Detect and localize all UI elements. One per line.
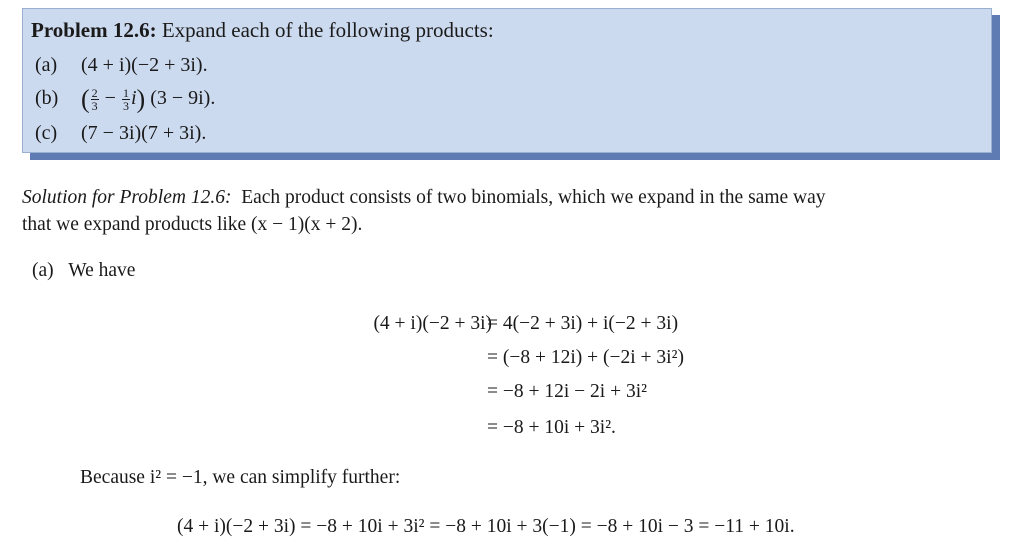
item-label: (c) [35,122,58,144]
problem-item-c [35,122,206,145]
equation-step: = −8 + 10i + 3i². [487,417,616,438]
equation-step: = 4(−2 + 3i) + i(−2 + 3i) [487,313,679,334]
fraction-one-third: $\frac{1}{3}$ [122,86,129,113]
problem-item-a [35,54,208,77]
problem-label: Problem 12.6: [31,18,157,42]
fraction-two-thirds: $\frac{2}{3}$ [91,86,98,113]
item-expression: (4 + i)(−2 + 3i). [81,54,208,76]
solution-line-1 [22,187,826,209]
item-expression: (7 − 3i)(7 + 3i). [81,122,207,144]
equation-lhs: (4 + i)(−2 + 3i) [373,313,492,334]
item-label: (a) [35,54,58,76]
solution-text: Each product consists of two binomials, which we expand in the same way [241,187,826,208]
solution-title: Solution for Problem 12.6: [22,187,232,208]
item-label: (b) [35,87,59,110]
problem-prompt: Expand each of the following products: [156,18,494,42]
problem-heading [31,18,494,43]
item-expression: (3 − 9i). [145,87,216,110]
solution-line-2: that we expand products like (x − 1)(x + 2). [22,214,363,235]
part-a-intro: We have [68,260,136,281]
final-equation: (4 + i)(−2 + 3i) = −8 + 10i + 3i² = −8 + 10i + 3(−1) = −8 + 10i − 3 = −11 + 10i. [177,516,795,537]
part-a-heading [32,260,135,282]
problem-item-b: (b) ( $\frac{2}{3}$ − $\frac{1}{3}$ i) (3 − 9i). [35,84,216,114]
equation-step: = (−8 + 12i) + (−2i + 3i²) [487,347,684,368]
because-line: Because i² = −1, we can simplify further: [80,467,401,488]
part-a-label: (a) [32,260,54,281]
problem-box [22,8,992,153]
equation-step: = −8 + 12i − 2i + 3i² [487,381,647,402]
